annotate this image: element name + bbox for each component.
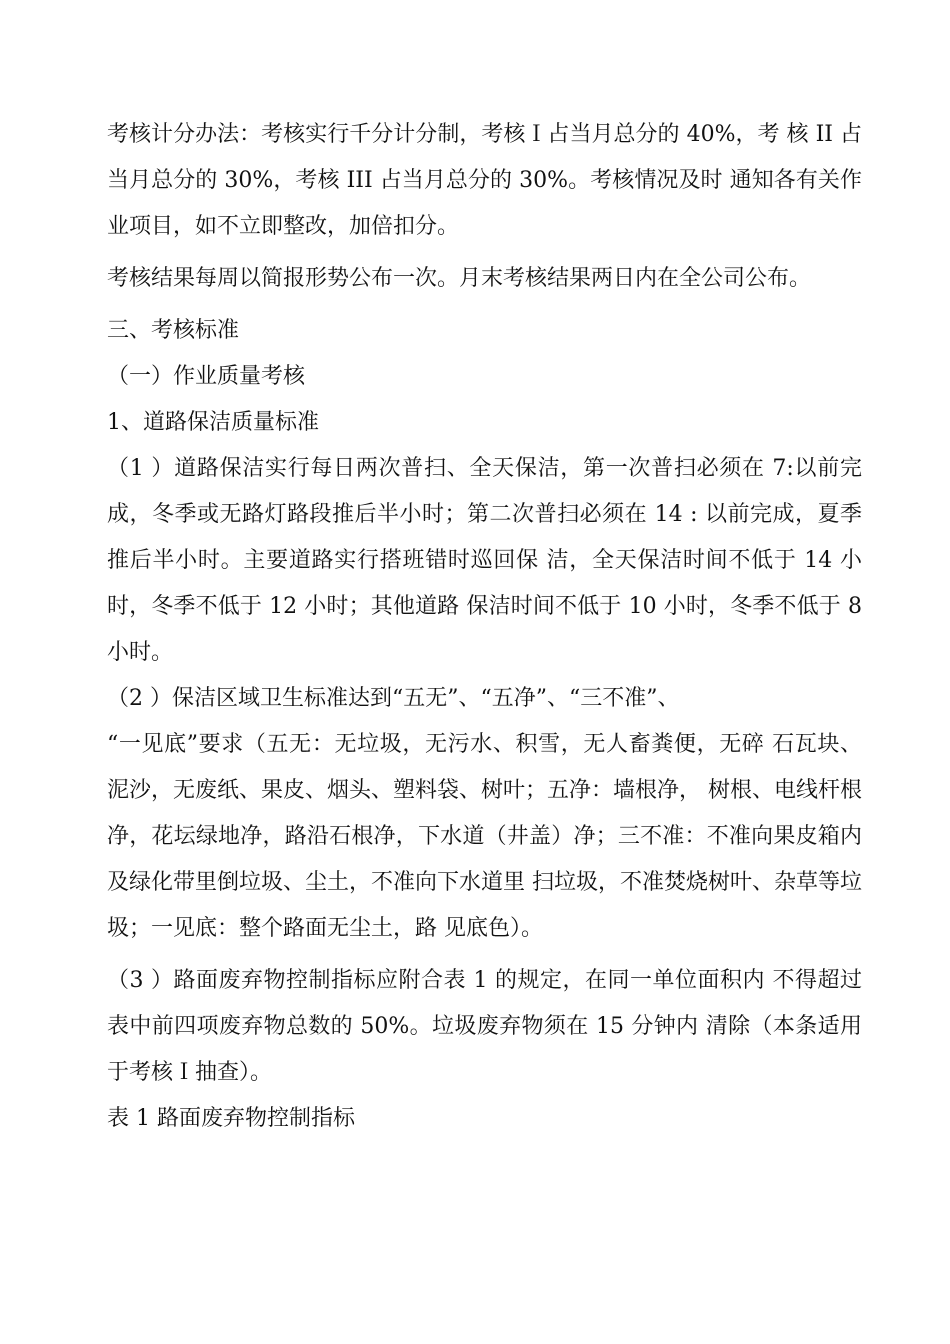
- table-caption: 表 1 路面废弃物控制指标: [107, 1106, 355, 1131]
- clause-3-paragraph: （3 ）路面废弃物控制指标应附合表 1 的规定，在同一单位面积内 不得超过表中前四项废弃物总数的 50%。垃圾废弃物须在 15 分钟内 清除（本条适用于考核Ｉ抽查）。: [107, 968, 862, 1085]
- item-heading-road-cleaning: 1、道路保洁质量标准: [107, 410, 319, 435]
- subsection-heading-quality: （一）作业质量考核: [107, 364, 306, 389]
- clause-1-paragraph: （1 ）道路保洁实行每日两次普扫、全天保洁，第一次普扫必须在 7:以前完成，冬季或无路灯路段推后半小时；第二次普扫必须在 14 : 以前完成，夏季推后半小时。主要道路实行搭班错时巡回保 洁，全天保洁时间不低于 14 小时，冬季不低于 12 小时；其他道路 保洁时间不低于 10 小时，冬季不低于 8 小时。: [107, 456, 862, 665]
- clause-2-detail-paragraph: “一见底”要求（五无：无垃圾，无污水、积雪，无人畜粪便，无碎 石瓦块、泥沙，无废纸、果皮、烟头、塑料袋、树叶；五净：墙根净， 树根、电线杆根净，花坛绿地净，路沿石根净，下水道（井盖）净；三不准：不准向果皮箱内及绿化带里倒垃圾、尘土，不准向下水道里 扫垃圾，不准焚烧树叶、杂草等垃圾；一见底：整个路面无尘土，路 见底色）。: [107, 732, 862, 941]
- scoring-method-paragraph: 考核计分办法：考核实行千分计分制，考核Ｉ占当月总分的 40%，考 核 II 占当月总分的 30%，考核 III 占当月总分的 30%。考核情况及时 通知各有关作业项目，如不立即整改，加倍扣分。: [107, 122, 862, 239]
- section-heading-standards: 三、考核标准: [107, 318, 240, 343]
- clause-2-paragraph: （2 ）保洁区域卫生标准达到“五无”、“五净”、“三不准”、: [107, 686, 680, 711]
- results-publication-paragraph: 考核结果每周以简报形势公布一次。月末考核结果两日内在全公司公布。: [107, 266, 812, 291]
